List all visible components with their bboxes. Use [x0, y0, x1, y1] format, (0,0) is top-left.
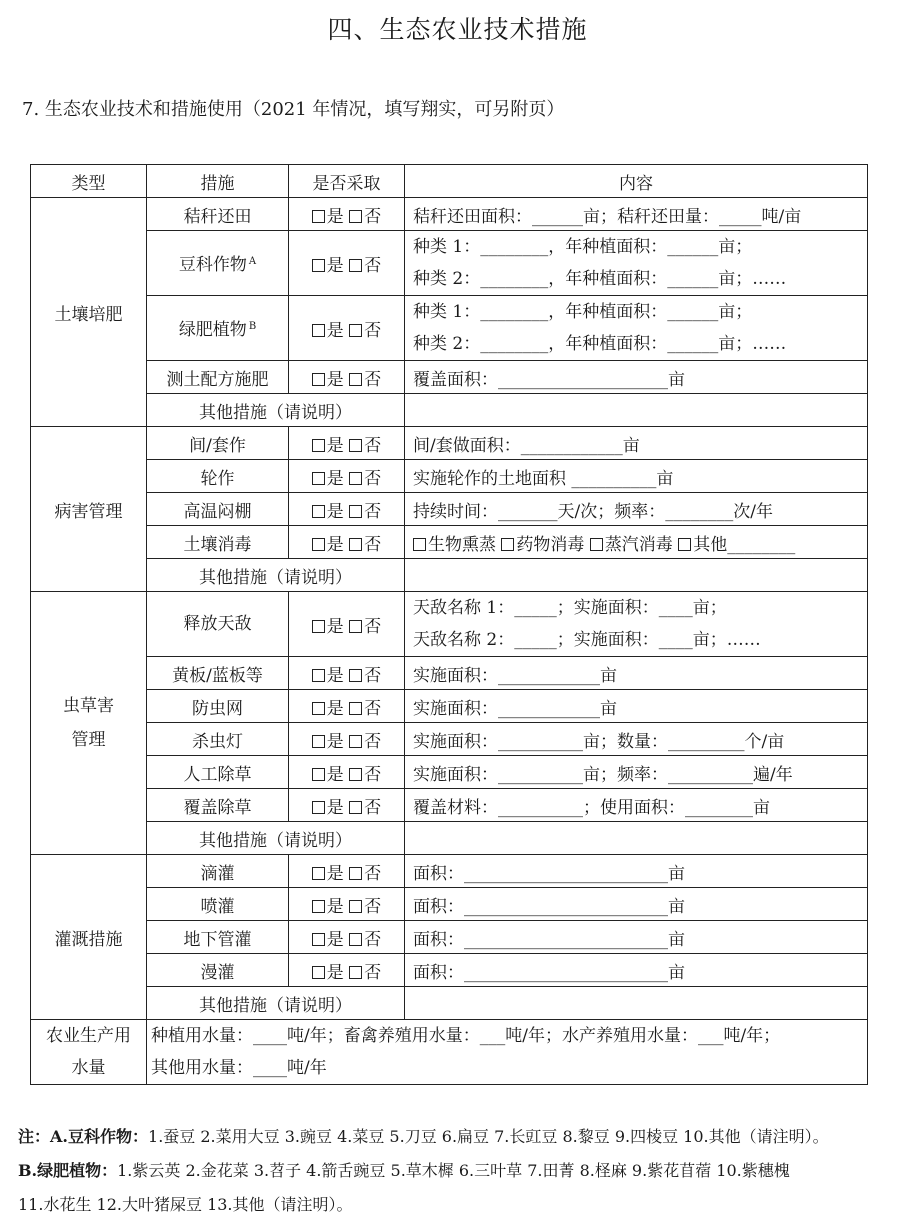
other-measures-label [147, 394, 405, 427]
measure-cell [147, 690, 289, 723]
other-measures-input[interactable] [405, 822, 868, 855]
content-line: 其他用水量：____吨/年 [151, 1058, 327, 1078]
adopted-cell [289, 198, 405, 231]
measure-label: 测土配方施肥 [166, 369, 269, 390]
no-checkbox[interactable] [349, 867, 362, 880]
table-row [31, 954, 868, 987]
yes-checkbox[interactable] [312, 259, 325, 272]
table-row [31, 855, 868, 888]
content-cell[interactable] [405, 723, 868, 756]
adopted-cell [289, 888, 405, 921]
table-row [31, 789, 868, 822]
footnote-marker: B [248, 320, 257, 332]
measure-cell [147, 592, 289, 657]
yes-checkbox[interactable] [312, 538, 325, 551]
option-checkbox[interactable] [590, 538, 603, 551]
content-line: 实施面积：__________亩；频率：__________遍/年 [413, 764, 793, 785]
content-cell[interactable] [405, 592, 868, 657]
other-measures-input[interactable] [405, 559, 868, 592]
adopted-cell [289, 756, 405, 789]
other-measures-label [147, 822, 405, 855]
measure-cell [147, 361, 289, 394]
table-row [31, 888, 868, 921]
type-label: 水量 [71, 1058, 106, 1078]
measure-label: 地下管灌 [183, 929, 252, 950]
other-measures-text: 其他措施（请说明） [199, 402, 352, 423]
yes-label: 是 [326, 896, 344, 917]
note-a-text: 1.蚕豆 2.菜用大豆 3.豌豆 4.菜豆 5.刀豆 6.扁豆 7.长豇豆 8.黎豆 9.四棱豆 10.其他（请注明）。 [148, 1127, 829, 1146]
other-measures-input[interactable] [405, 394, 868, 427]
yes-checkbox[interactable] [312, 373, 325, 386]
page-title: 四、生态农业技术措施 [327, 15, 588, 44]
content-line: 种类 2：________，年种植面积：______亩；…… [413, 269, 787, 289]
measure-label: 秸秆还田 [183, 206, 252, 227]
content-cell[interactable] [405, 690, 868, 723]
measure-label: 豆科作物 [178, 254, 247, 275]
yes-checkbox[interactable] [312, 439, 325, 452]
adopted-cell [289, 361, 405, 394]
type-cell [31, 427, 147, 592]
note-b-text: 1.紫云英 2.金花菜 3.苕子 4.箭舌豌豆 5.草木樨 6.三叶草 7.田菁 8.柽麻 9.紫花苜蓿 10.紫穗槐 [117, 1161, 790, 1180]
no-label: 否 [364, 320, 382, 341]
measure-label: 轮作 [200, 468, 235, 489]
other-measures-text: 其他措施（请说明） [199, 995, 352, 1016]
option-label: 其他________ [693, 534, 796, 555]
no-label: 否 [364, 255, 382, 276]
content-line: 面积：________________________亩 [413, 896, 685, 917]
no-label: 否 [364, 534, 382, 555]
yes-label: 是 [326, 435, 344, 456]
measure-label: 土壤消毒 [183, 534, 252, 555]
no-checkbox[interactable] [349, 801, 362, 814]
yes-label: 是 [326, 534, 344, 555]
other-measures-text: 其他措施（请说明） [199, 567, 352, 588]
type-cell [31, 1020, 147, 1085]
yes-checkbox[interactable] [312, 933, 325, 946]
no-checkbox[interactable] [349, 735, 362, 748]
content-cell[interactable] [405, 361, 868, 394]
header-measure: 措施 [147, 165, 289, 198]
yes-checkbox[interactable] [312, 669, 325, 682]
no-checkbox[interactable] [349, 966, 362, 979]
no-label: 否 [364, 764, 382, 785]
measure-label: 高温闷棚 [183, 501, 252, 522]
table-row [31, 592, 868, 657]
other-measures-row [31, 559, 868, 592]
other-measures-row [31, 394, 868, 427]
option-label: 生物熏蒸 [428, 534, 496, 555]
content-line: 实施面积：____________亩 [413, 665, 617, 686]
content-cell[interactable] [405, 427, 868, 460]
measure-cell [147, 756, 289, 789]
no-checkbox[interactable] [349, 439, 362, 452]
note-legumes [18, 1120, 915, 1154]
type-label: 灌溉措施 [54, 929, 123, 950]
no-label: 否 [364, 369, 382, 390]
no-label: 否 [364, 206, 382, 227]
table-row [31, 756, 868, 789]
yes-label: 是 [326, 468, 344, 489]
adopted-cell [289, 231, 405, 296]
no-label: 否 [364, 896, 382, 917]
measure-cell [147, 888, 289, 921]
measure-cell [147, 493, 289, 526]
no-checkbox[interactable] [349, 933, 362, 946]
note-a-label: A.豆科作物： [50, 1127, 149, 1146]
footnotes [18, 1120, 915, 1222]
other-measures-label [147, 559, 405, 592]
table-row [31, 231, 868, 296]
yes-checkbox[interactable] [312, 801, 325, 814]
no-label: 否 [364, 797, 382, 818]
yes-label: 是 [326, 665, 344, 686]
other-measures-label [147, 987, 405, 1020]
content-cell[interactable] [405, 657, 868, 690]
no-checkbox[interactable] [349, 259, 362, 272]
yes-checkbox[interactable] [312, 702, 325, 715]
yes-checkbox[interactable] [312, 867, 325, 880]
adopted-cell [289, 493, 405, 526]
measure-label: 绿肥植物 [178, 319, 247, 340]
type-cell [31, 855, 147, 1020]
no-checkbox[interactable] [349, 669, 362, 682]
yes-label: 是 [326, 962, 344, 983]
content-line: 种类 1：________，年种植面积：______亩； [413, 302, 753, 322]
table-row [31, 198, 868, 231]
type-label: 管理 [71, 730, 106, 750]
content-line: 覆盖材料：__________；使用面积：________亩 [413, 797, 770, 818]
note-green-manure [18, 1154, 915, 1188]
yes-checkbox[interactable] [312, 472, 325, 485]
no-label: 否 [364, 435, 382, 456]
adopted-cell [289, 427, 405, 460]
adopted-cell [289, 592, 405, 657]
table-row [31, 296, 868, 361]
content-cell[interactable] [405, 855, 868, 888]
table-row [31, 723, 868, 756]
type-cell [31, 198, 147, 427]
option-label: 蒸汽消毒 [604, 534, 673, 555]
content-cell[interactable] [405, 493, 868, 526]
content-cell[interactable] [405, 921, 868, 954]
adopted-cell [289, 921, 405, 954]
no-checkbox[interactable] [349, 505, 362, 518]
adopted-cell [289, 954, 405, 987]
header-type: 类型 [31, 165, 147, 198]
measure-cell [147, 296, 289, 361]
table-row [31, 690, 868, 723]
content-line: 种类 2：________，年种植面积：______亩；…… [413, 334, 787, 354]
no-label: 否 [364, 962, 382, 983]
option-checkbox[interactable] [678, 538, 691, 551]
no-label: 否 [364, 665, 382, 686]
option-checkbox[interactable] [413, 538, 426, 551]
measure-label: 杀虫灯 [192, 731, 243, 752]
measure-label: 释放天敌 [183, 614, 252, 634]
footnote-marker: A [248, 255, 257, 267]
measure-cell [147, 657, 289, 690]
adopted-cell [289, 460, 405, 493]
header-adopted: 是否采取 [289, 165, 405, 198]
no-label: 否 [364, 731, 382, 752]
measure-cell [147, 427, 289, 460]
measure-label: 喷灌 [200, 896, 235, 917]
content-cell[interactable] [405, 460, 868, 493]
type-label: 农业生产用 [46, 1026, 131, 1046]
measure-cell [147, 526, 289, 559]
content-cell[interactable] [405, 954, 868, 987]
no-checkbox[interactable] [349, 324, 362, 337]
content-line: 面积：________________________亩 [413, 962, 685, 983]
adopted-cell [289, 657, 405, 690]
content-line: 覆盖面积：____________________亩 [413, 369, 685, 390]
no-checkbox[interactable] [349, 472, 362, 485]
content-line: 实施轮作的土地面积 __________亩 [413, 468, 674, 489]
section-subtitle: 7. 生态农业技术和措施使用（2021 年情况，填写翔实，可另附页） [22, 99, 565, 120]
type-label: 病害管理 [54, 501, 123, 522]
table-row [31, 526, 868, 559]
note-b-text-2: 11.水花生 12.大叶猪屎豆 13.其他（请注明）。 [18, 1195, 353, 1214]
measure-label: 人工除草 [183, 764, 252, 785]
header-content: 内容 [405, 165, 868, 198]
other-measures-row [31, 822, 868, 855]
yes-label: 是 [326, 369, 344, 390]
no-label: 否 [364, 698, 382, 719]
adopted-cell [289, 690, 405, 723]
adopted-cell [289, 296, 405, 361]
measure-cell [147, 921, 289, 954]
no-label: 否 [364, 616, 382, 637]
content-line: 间/套做面积：____________亩 [413, 435, 640, 456]
yes-checkbox[interactable] [312, 505, 325, 518]
yes-label: 是 [326, 255, 344, 276]
table-row [31, 657, 868, 690]
type-cell [31, 592, 147, 855]
measure-label: 漫灌 [200, 962, 235, 983]
measure-cell [147, 231, 289, 296]
no-label: 否 [364, 929, 382, 950]
yes-label: 是 [326, 863, 344, 884]
content-line: 面积：________________________亩 [413, 929, 685, 950]
no-checkbox[interactable] [349, 538, 362, 551]
note-green-manure-cont [18, 1188, 915, 1222]
eco-measures-table [30, 164, 868, 1085]
content-line: 面积：________________________亩 [413, 863, 685, 884]
yes-label: 是 [326, 698, 344, 719]
yes-label: 是 [326, 320, 344, 341]
measure-cell [147, 198, 289, 231]
yes-checkbox[interactable] [312, 620, 325, 633]
table-row [31, 427, 868, 460]
table-row [31, 921, 868, 954]
table-row [31, 361, 868, 394]
yes-checkbox[interactable] [312, 324, 325, 337]
measure-label: 防虫网 [192, 698, 243, 719]
adopted-cell [289, 723, 405, 756]
yes-label: 是 [326, 501, 344, 522]
content-line: 天敌名称 1：_____；实施面积：____亩； [413, 598, 727, 618]
content-line: 秸秆还田面积：______亩；秸秆还田量：_____吨/亩 [413, 206, 802, 227]
content-line: 实施面积：____________亩 [413, 698, 617, 719]
content-cell[interactable] [405, 231, 868, 296]
no-checkbox[interactable] [349, 702, 362, 715]
no-checkbox[interactable] [349, 900, 362, 913]
no-label: 否 [364, 501, 382, 522]
yes-label: 是 [326, 929, 344, 950]
other-measures-row [31, 987, 868, 1020]
water-usage-content[interactable] [147, 1020, 868, 1085]
yes-label: 是 [326, 731, 344, 752]
measure-cell [147, 855, 289, 888]
content-cell[interactable] [405, 526, 868, 559]
measure-cell [147, 460, 289, 493]
table-row [31, 493, 868, 526]
option-label: 药物消毒 [516, 534, 585, 555]
content-cell[interactable] [405, 756, 868, 789]
content-line: 实施面积：__________亩；数量：_________个/亩 [413, 731, 785, 752]
water-usage-row [31, 1020, 868, 1085]
content-cell[interactable] [405, 789, 868, 822]
content-line: 持续时间：_______天/次；频率：________次/年 [413, 501, 773, 522]
measure-label: 覆盖除草 [183, 797, 252, 818]
type-label: 土壤培肥 [54, 304, 123, 325]
table-row [31, 460, 868, 493]
yes-checkbox[interactable] [312, 966, 325, 979]
content-line: 天敌名称 2：_____；实施面积：____亩；…… [413, 630, 761, 650]
content-cell[interactable] [405, 296, 868, 361]
note-b-label: B.绿肥植物： [18, 1161, 118, 1180]
content-cell[interactable] [405, 198, 868, 231]
other-measures-text: 其他措施（请说明） [199, 830, 352, 851]
measure-cell [147, 723, 289, 756]
option-checkbox[interactable] [501, 538, 514, 551]
content-line: 种类 1：________，年种植面积：______亩； [413, 237, 753, 257]
no-checkbox[interactable] [349, 373, 362, 386]
yes-label: 是 [326, 206, 344, 227]
note-prefix: 注： [18, 1127, 51, 1146]
adopted-cell [289, 855, 405, 888]
measure-cell [147, 954, 289, 987]
yes-label: 是 [326, 616, 344, 637]
no-checkbox[interactable] [349, 768, 362, 781]
measure-cell [147, 789, 289, 822]
yes-checkbox[interactable] [312, 768, 325, 781]
no-label: 否 [364, 468, 382, 489]
yes-checkbox[interactable] [312, 735, 325, 748]
yes-checkbox[interactable] [312, 900, 325, 913]
type-label: 虫草害 [63, 696, 114, 716]
content-line: 种植用水量：____吨/年；畜禽养殖用水量：___吨/年；水产养殖用水量：___吨/年； [151, 1026, 781, 1046]
other-measures-input[interactable] [405, 987, 868, 1020]
adopted-cell [289, 526, 405, 559]
yes-checkbox[interactable] [312, 210, 325, 223]
content-cell[interactable] [405, 888, 868, 921]
adopted-cell [289, 789, 405, 822]
measure-label: 黄板/蓝板等 [172, 665, 263, 686]
yes-label: 是 [326, 764, 344, 785]
yes-label: 是 [326, 797, 344, 818]
no-label: 否 [364, 863, 382, 884]
measure-label: 滴灌 [200, 863, 235, 884]
no-checkbox[interactable] [349, 620, 362, 633]
table-header-row [31, 165, 868, 198]
no-checkbox[interactable] [349, 210, 362, 223]
measure-label: 间/套作 [189, 435, 246, 456]
